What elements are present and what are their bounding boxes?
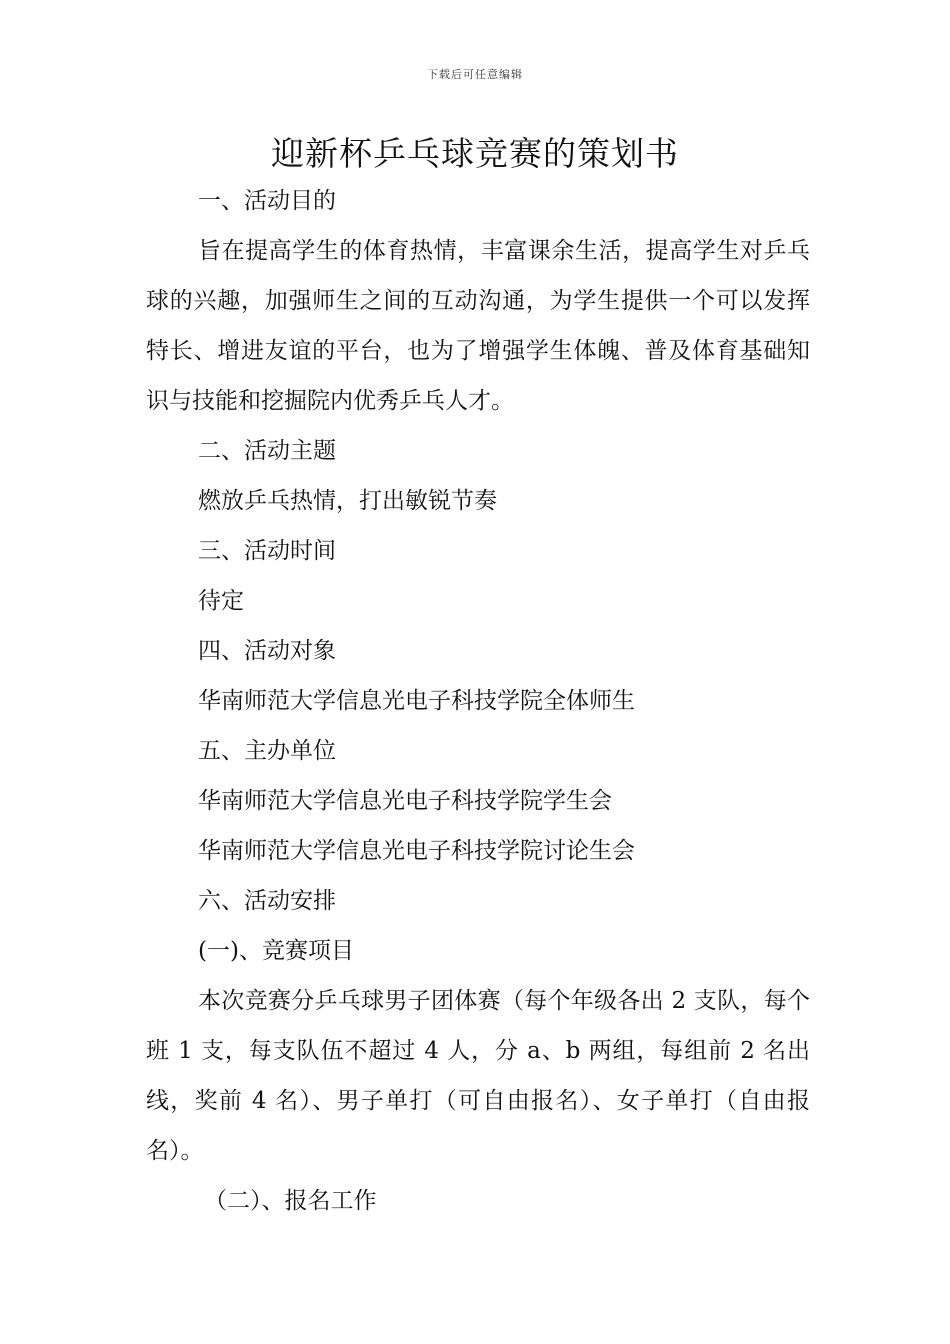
- subsection-heading-events: (一)、竞赛项目: [198, 938, 354, 964]
- section-heading-audience: 四、活动对象: [198, 638, 336, 664]
- page-header-note: 下载后可任意编辑: [427, 68, 523, 81]
- section-body-purpose: 旨在提高学生的体育热情，丰富课余生活，提高学生对乒乓球的兴趣，加强师生之间的互动沟通，为学生提供一个可以发挥特长、增进友谊的平台，也为了增强学生体魄、普及体育基础知识与技能和挖掘院内优秀乒乓人才。: [146, 238, 810, 414]
- section-body-time: 待定: [198, 588, 244, 614]
- section-body-organizer-1: 华南师范大学信息光电子科技学院学生会: [198, 788, 612, 814]
- subsection-body-events: 本次竞赛分乒乓球男子团体赛（每个年级各出 2 支队，每个班 1 支，每支队伍不超过 4 人，分 a、b 两组，每组前 2 名出线，奖前 4 名）、男子单打（可自由报名）、女子单打（自由报名）。: [146, 988, 810, 1164]
- document-title: 迎新杯乒乓球竞赛的策划书: [271, 134, 679, 173]
- section-heading-time: 三、活动时间: [198, 538, 336, 564]
- document-body: [146, 176, 810, 1226]
- section-heading-theme: 二、活动主题: [198, 438, 336, 464]
- section-body-theme: 燃放乒乓热情，打出敏锐节奏: [198, 488, 497, 514]
- subsection-heading-registration: （二）、报名工作: [204, 1188, 377, 1214]
- section-heading-schedule: 六、活动安排: [198, 888, 336, 914]
- section-body-audience: 华南师范大学信息光电子科技学院全体师生: [198, 688, 635, 714]
- section-body-organizer-2: 华南师范大学信息光电子科技学院讨论生会: [198, 838, 635, 864]
- section-heading-purpose: 一、活动目的: [198, 188, 336, 214]
- section-heading-organizer: 五、主办单位: [198, 738, 336, 764]
